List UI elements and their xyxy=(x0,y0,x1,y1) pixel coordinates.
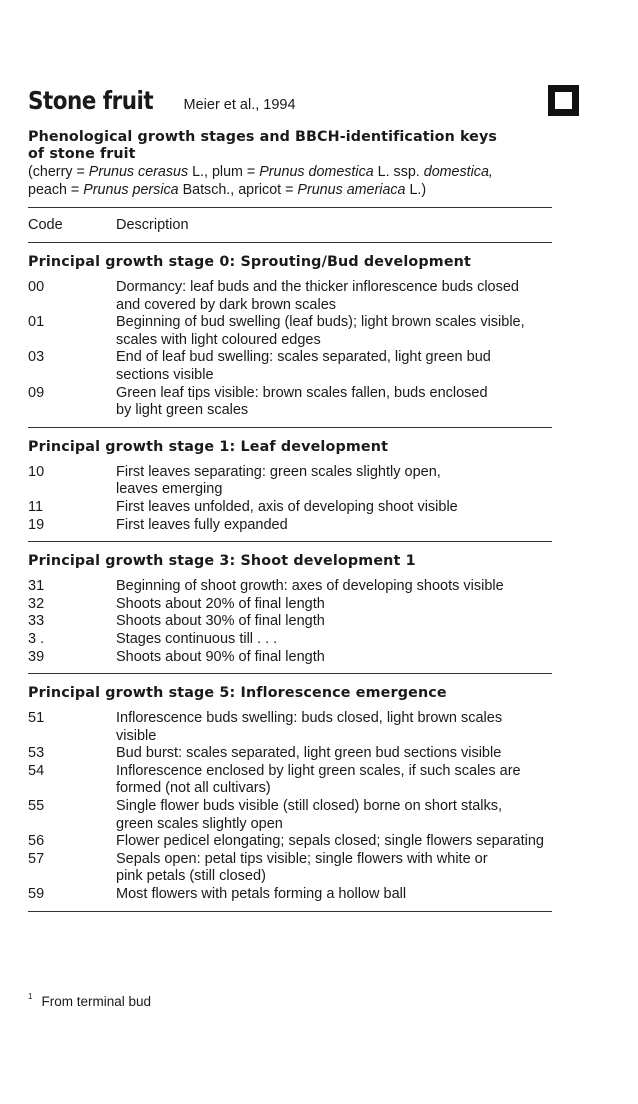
subtitle-line-2: of stone fruit xyxy=(28,146,136,162)
table-row xyxy=(28,798,552,816)
divider xyxy=(28,673,552,674)
stage-description: scales with light coloured edges xyxy=(116,331,321,348)
stage-code: 59 xyxy=(28,886,45,903)
title-line xyxy=(28,86,552,120)
cherry-latin-name: Prunus cerasus xyxy=(88,164,189,180)
species-text: Batsch., apricot = xyxy=(178,182,298,198)
table-row xyxy=(28,314,552,332)
table-row xyxy=(28,385,552,403)
table-row xyxy=(28,464,552,482)
stage-code: 01 xyxy=(28,314,45,331)
stage-title: Principal growth stage 3: Shoot development 1 xyxy=(28,553,416,570)
stage-description: Stages continuous till . . . xyxy=(116,630,278,647)
stage-code: 00 xyxy=(28,279,45,295)
stage-code: 10 xyxy=(28,463,45,480)
stage-code xyxy=(28,367,116,385)
stage-code xyxy=(28,402,116,420)
stage-description: First leaves separating: green scales slightly open, xyxy=(116,463,441,480)
stage-rows xyxy=(28,710,552,904)
table-row xyxy=(28,851,552,869)
section-marker-icon xyxy=(548,85,579,116)
species-text: (cherry = xyxy=(28,164,89,180)
description-column-header: Description xyxy=(116,217,189,233)
stage-description: Bud burst: scales separated, light green bud sections visible xyxy=(116,745,502,762)
apricot-latin-name: Prunus ameriaca xyxy=(297,182,406,198)
stage-code xyxy=(28,728,116,746)
table-row xyxy=(28,596,552,614)
stage-code: 09 xyxy=(28,384,45,401)
stage-description: formed (not all cultivars) xyxy=(116,780,271,797)
stage-code: 33 xyxy=(28,613,45,630)
table-row xyxy=(28,279,552,297)
table-row xyxy=(28,833,552,851)
stage-description: Inflorescence enclosed by light green scales, if such scales are xyxy=(116,762,521,779)
stage-code: 32 xyxy=(28,595,45,612)
divider xyxy=(28,427,552,428)
stage-description: Sepals open: petal tips visible; single flowers with white or xyxy=(116,850,488,867)
stage-description: Single flower buds visible (still closed) borne on short stalks, xyxy=(116,798,503,815)
stage-description: visible xyxy=(116,727,157,744)
stage-description: First leaves unfolded, axis of developing shoot visible xyxy=(116,498,458,515)
table-row xyxy=(28,868,552,886)
table-row xyxy=(28,780,552,798)
peach-latin-name: Prunus persica xyxy=(83,182,179,198)
subtitle xyxy=(28,129,552,163)
stage-description: Dormancy: leaf buds and the thicker inflorescence buds closed xyxy=(116,279,519,295)
table-row xyxy=(28,349,552,367)
stage-description: Beginning of shoot growth: axes of developing shoots visible xyxy=(116,578,504,595)
stages-table xyxy=(28,254,552,912)
table-row xyxy=(28,367,552,385)
stage-code: 56 xyxy=(28,833,45,850)
species-line-2 xyxy=(28,181,552,199)
stage-title: Principal growth stage 0: Sprouting/Bud development xyxy=(28,254,471,270)
species-text: L., plum = xyxy=(188,164,260,180)
stage-title: Principal growth stage 1: Leaf development xyxy=(28,438,389,455)
species-text: L. ssp. xyxy=(373,164,424,180)
subtitle-line-1: Phenological growth stages and BBCH-identification keys xyxy=(28,129,497,145)
divider xyxy=(28,911,552,912)
stage-code: 53 xyxy=(28,745,45,762)
species-list xyxy=(28,163,552,199)
table-row xyxy=(28,763,552,781)
stage-description: Green leaf tips visible: brown scales fallen, buds enclosed xyxy=(116,384,488,401)
stage-description: pink petals (still closed) xyxy=(116,868,266,885)
table-row xyxy=(28,517,552,535)
stage-description: Inflorescence buds swelling: buds closed, light brown scales xyxy=(116,710,503,727)
stage-code: 51 xyxy=(28,710,45,727)
stage-description: Most flowers with petals forming a hollow ball xyxy=(116,886,407,903)
table-row xyxy=(28,402,552,420)
stage-rows xyxy=(28,279,552,420)
stage-code xyxy=(28,816,116,834)
stage-title: Principal growth stage 5: Inflorescence emergence xyxy=(28,685,447,702)
stage-code: 39 xyxy=(28,648,45,665)
stage-code: 57 xyxy=(28,850,45,867)
stage-rows xyxy=(28,464,552,534)
table-row xyxy=(28,728,552,746)
document-page xyxy=(28,86,552,912)
stage-rows xyxy=(28,578,552,666)
species-line-1 xyxy=(28,163,552,181)
stage-description: sections visible xyxy=(116,366,214,383)
stage-code: 11 xyxy=(28,498,44,515)
stage-description: and covered by dark brown scales xyxy=(116,296,337,313)
stage-description: Flower pedicel elongating; sepals closed; single flowers separating xyxy=(116,833,544,850)
stage-code xyxy=(28,481,116,499)
stage-description: Shoots about 90% of final length xyxy=(116,648,325,665)
plum-latin-name: Prunus domestica xyxy=(259,164,374,180)
footnote xyxy=(28,994,151,1009)
stage-description: Beginning of bud swelling (leaf buds); light brown scales visible, xyxy=(116,314,525,331)
stage-description: green scales slightly open xyxy=(116,815,283,832)
stage-code: 54 xyxy=(28,762,45,779)
footnote-text: From terminal bud xyxy=(41,994,151,1009)
table-header xyxy=(28,208,552,242)
stage-code xyxy=(28,332,116,350)
plum-subspecies: domestica, xyxy=(423,164,493,180)
code-column-header: Code xyxy=(28,217,63,233)
table-row xyxy=(28,297,552,315)
stage-code: 03 xyxy=(28,349,45,366)
stage-code: 31 xyxy=(28,578,45,595)
table-row xyxy=(28,710,552,728)
table-row xyxy=(28,481,552,499)
table-row xyxy=(28,499,552,517)
divider xyxy=(28,242,552,243)
table-row xyxy=(28,649,552,667)
table-row xyxy=(28,745,552,763)
species-text: L.) xyxy=(405,182,427,198)
stage-code xyxy=(28,780,116,798)
stage-description: Shoots about 20% of final length xyxy=(116,595,325,612)
stage-code xyxy=(28,297,116,315)
stage-code xyxy=(28,868,116,886)
stage-code: 19 xyxy=(28,516,45,533)
stage-description: by light green scales xyxy=(116,402,249,419)
stage-description: leaves emerging xyxy=(116,481,223,498)
stage-description: First leaves fully expanded xyxy=(116,516,288,533)
table-row xyxy=(28,578,552,596)
footnote-marker: 1 xyxy=(28,992,33,1001)
table-row xyxy=(28,613,552,631)
stage-code: 55 xyxy=(28,798,45,815)
divider xyxy=(28,541,552,542)
stage-code: 3 . xyxy=(28,630,45,647)
citation: Meier et al., 1994 xyxy=(183,97,296,113)
table-row xyxy=(28,332,552,350)
stage-description: Shoots about 30% of final length xyxy=(116,613,325,630)
stage-description: End of leaf bud swelling: scales separated, light green bud xyxy=(116,349,491,366)
table-row xyxy=(28,886,552,904)
page-title: Stone fruit xyxy=(28,86,154,115)
table-row xyxy=(28,631,552,649)
species-text: peach = xyxy=(28,182,84,198)
table-row xyxy=(28,816,552,834)
